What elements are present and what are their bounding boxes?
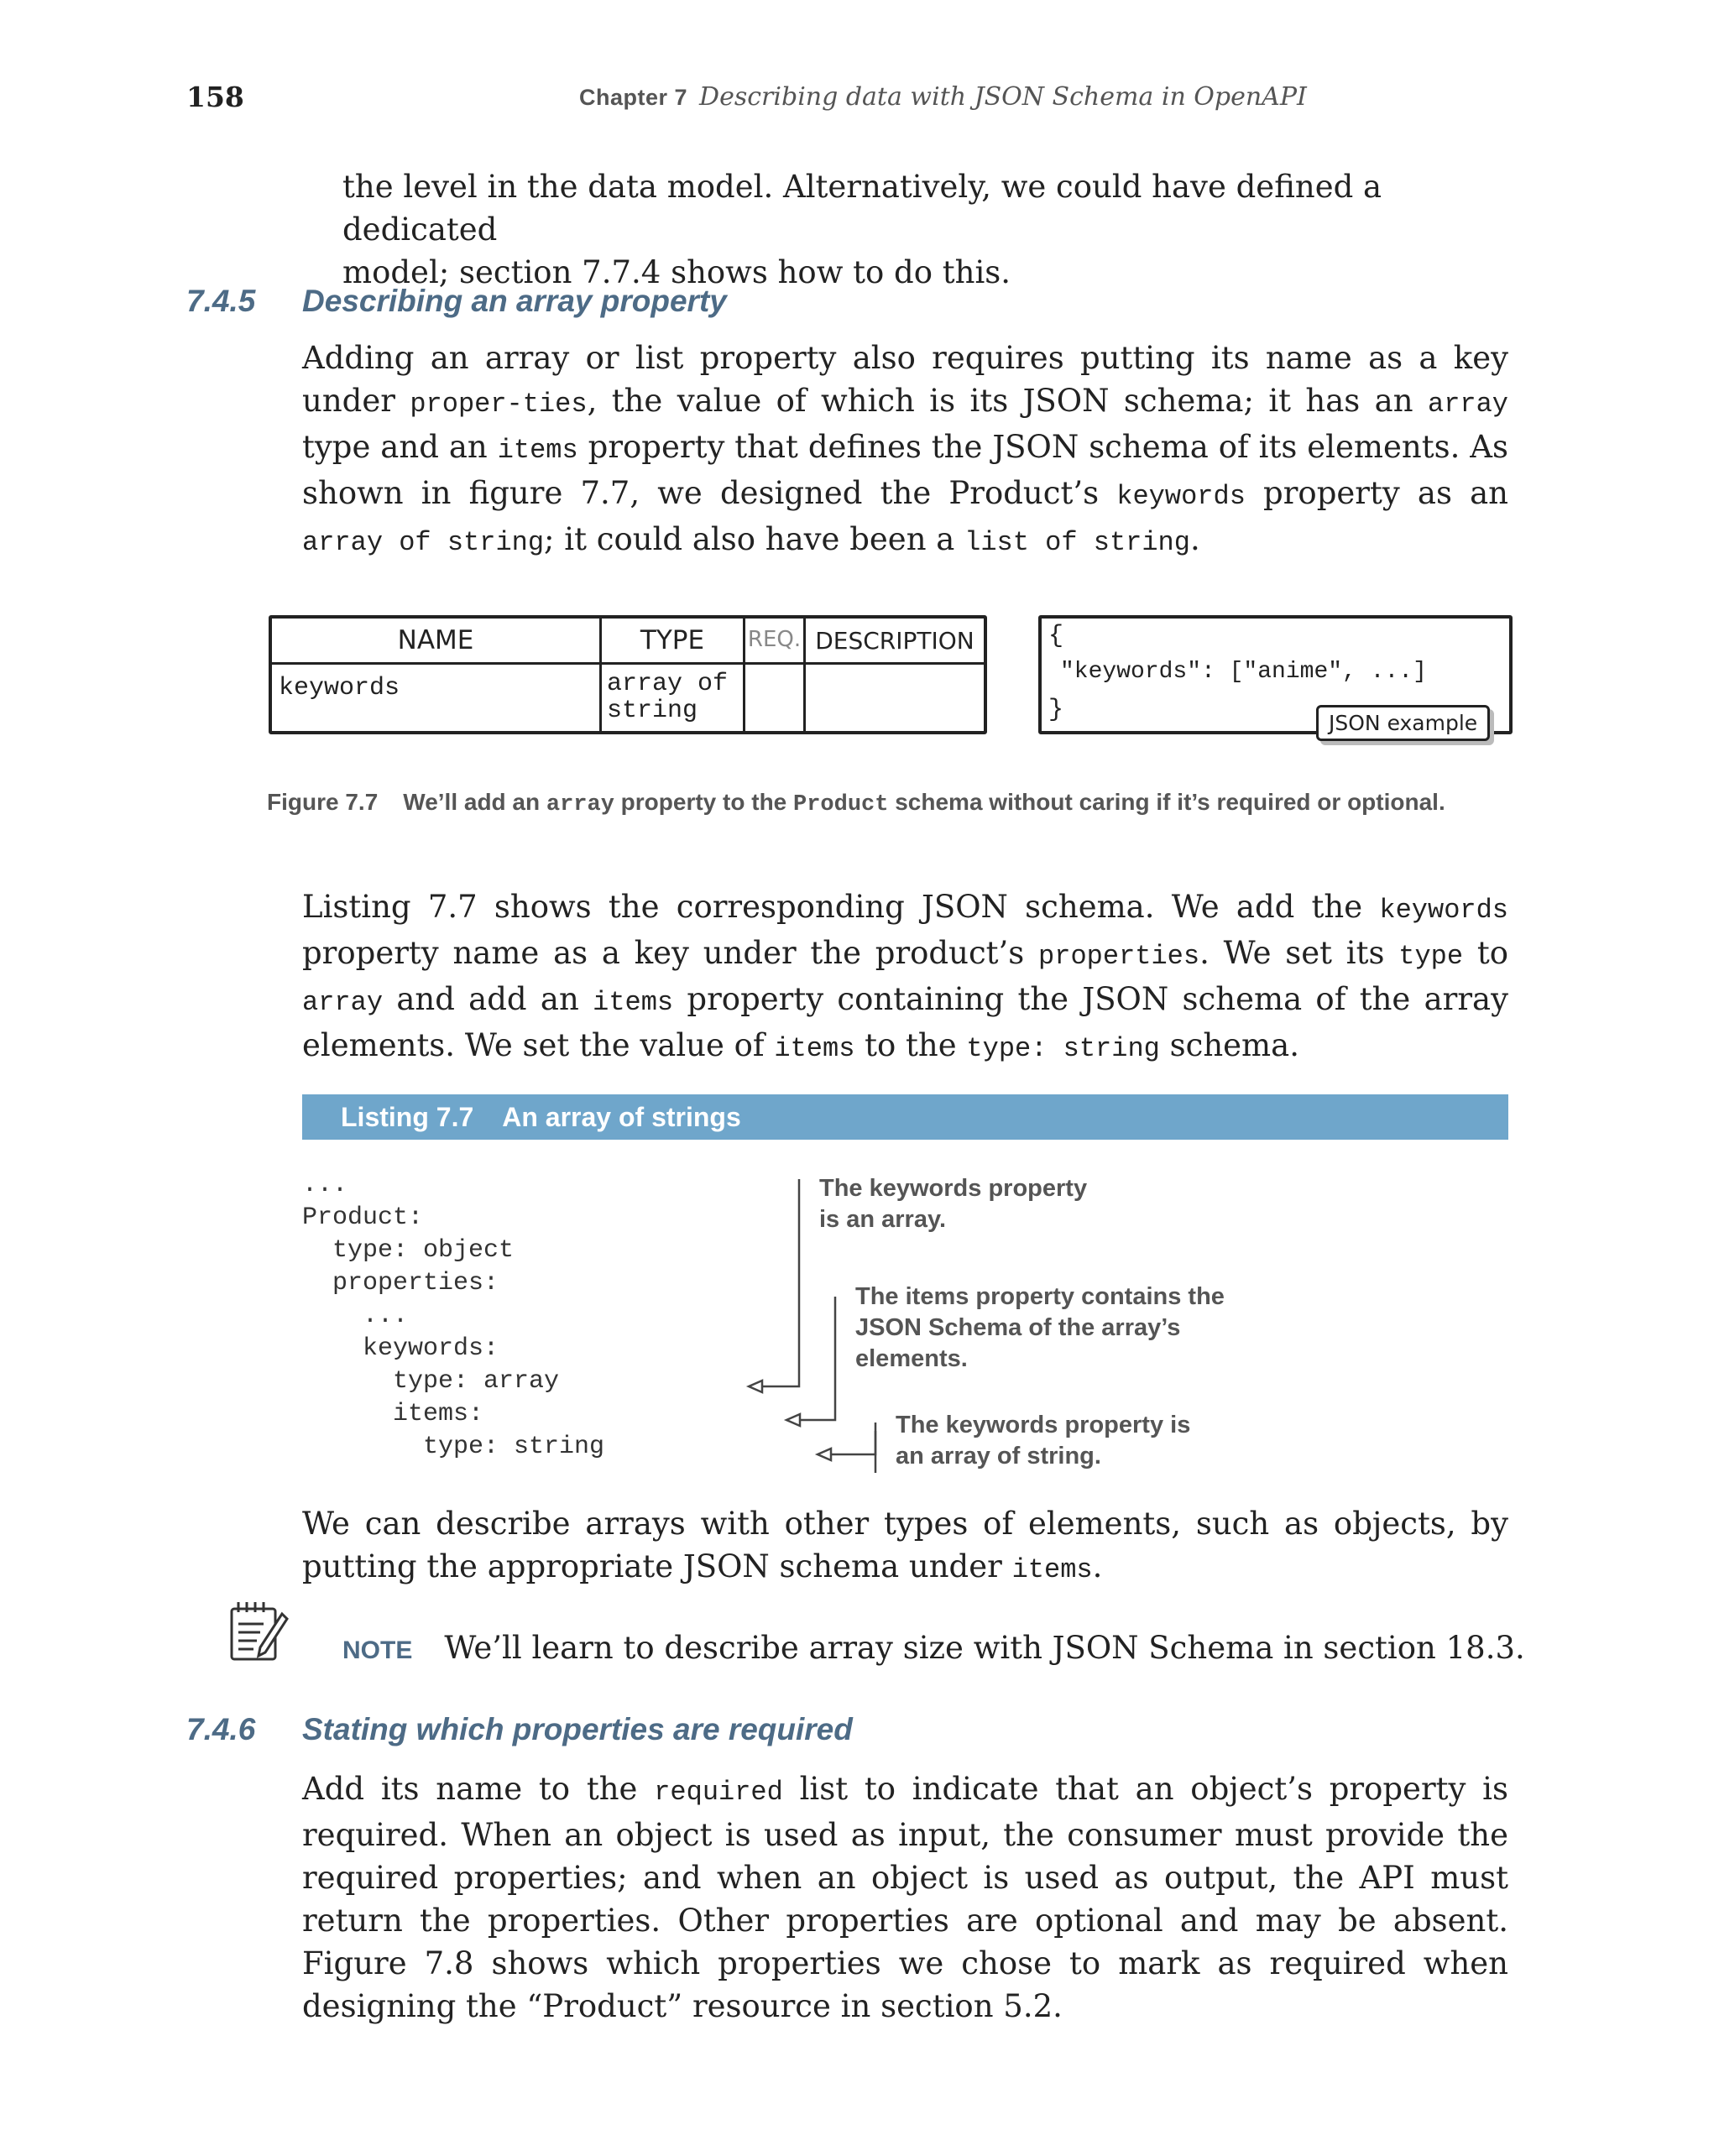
json-example-tag: JSON example [1316,705,1490,741]
intro-paragraph [342,165,1509,294]
intro-line: the level in the data model. Alternatively, we could have defined a dedicated [342,169,1382,248]
section-number: 7.4.5 [186,284,256,318]
figure-label: Figure 7.7 [267,789,379,815]
section-paragraph: Add its name to the required list to indicate that an object’s property is required. When an object is used as input, the consumer must provide the required properties; and when an object is used as output, the API must return the properties. Other properties are optional and may be absent. Figure 7.8 shows which properties we chose to mark as required when designing the “Product” resource in section 5.2. [302,1771,1508,2024]
code-line: type: object [302,1236,515,1265]
arrays-paragraph: We can describe arrays with other types of elements, such as objects, by putting the appropriate JSON schema under items. [302,1506,1508,1585]
page-number: 158 [186,81,244,113]
table-header-req: REQ. [747,627,802,652]
note [342,1630,1525,1666]
code-line: properties: [302,1269,499,1297]
callout-arrow-2 [786,1414,800,1426]
intro-line: model; section 7.7.4 shows how to do this. [342,254,1011,290]
code-line: Product: [302,1203,424,1232]
chapter-title: Describing data with JSON Schema in OpenAPI [699,82,1307,112]
table-cell-name: keywords [279,674,400,702]
chapter-label: Chapter 7 [579,85,688,110]
section-paragraph: Adding an array or list property also requires putting its name as a key under proper-ties, the value of which is its JSON schema; it has an array type and an items property that defines the JSON schema of its elements. As shown in figure 7.7, we designed the Product’s keywords property as an array of string; it could also have been a list of string. [302,340,1509,558]
callout-line-2 [786,1297,835,1420]
code-line: type: string [302,1433,605,1461]
figure-caption: Figure 7.7 We’ll add an array property to the Product schema without caring if it’s required or optional. [267,789,1445,817]
running-head [579,82,1307,112]
code-line: ... [302,1171,348,1199]
listing-title-bar [302,1094,1508,1140]
listing-label: Listing 7.7 [341,1102,474,1132]
code-line: ... [302,1302,409,1330]
table-header-description: DESCRIPTION [815,627,974,655]
callout-arrow-3 [818,1449,831,1460]
table-cell-type: array of string [607,670,729,725]
json-close-brace: } [1048,696,1064,724]
listing-intro-paragraph: Listing 7.7 shows the corresponding JSON schema. We add the keywords property name as a key under the product’s properties. We set its type to array and add an items property containing the JSON schema of the array elements. We set the value of items to the type: string schema. [302,889,1508,1064]
callout-line-1 [749,1179,799,1386]
callout-arrow-1 [749,1381,762,1392]
listing-title: An array of strings [502,1102,741,1132]
annotation-keywords-array: The keywords property is an array. [819,1175,1088,1233]
section-title: Stating which properties are required [302,1712,853,1746]
section-title: Describing an array property [302,284,727,318]
section-heading [186,1712,853,1747]
json-open-brace: { [1048,622,1064,650]
annotation-array-of-string: The keywords property is an array of string. [896,1412,1191,1470]
section-heading [186,284,727,319]
note-text: We’ll learn to describe array size with JSON Schema in section 18.3. [444,1630,1525,1666]
table-header-name: NAME [397,625,474,655]
code-line: items: [302,1400,484,1428]
section-number: 7.4.6 [186,1712,256,1746]
json-keywords-line: "keywords": ["anime", ...] [1060,659,1427,685]
table-header-type: TYPE [640,625,705,655]
note-label: NOTE [342,1637,413,1664]
code-line: type: array [302,1367,560,1396]
property-table [269,615,987,734]
annotation-items-schema: The items property contains the JSON Schema of the array’s elements. [855,1283,1225,1372]
code-line: keywords: [302,1334,499,1363]
notepad-icon [228,1599,290,1664]
